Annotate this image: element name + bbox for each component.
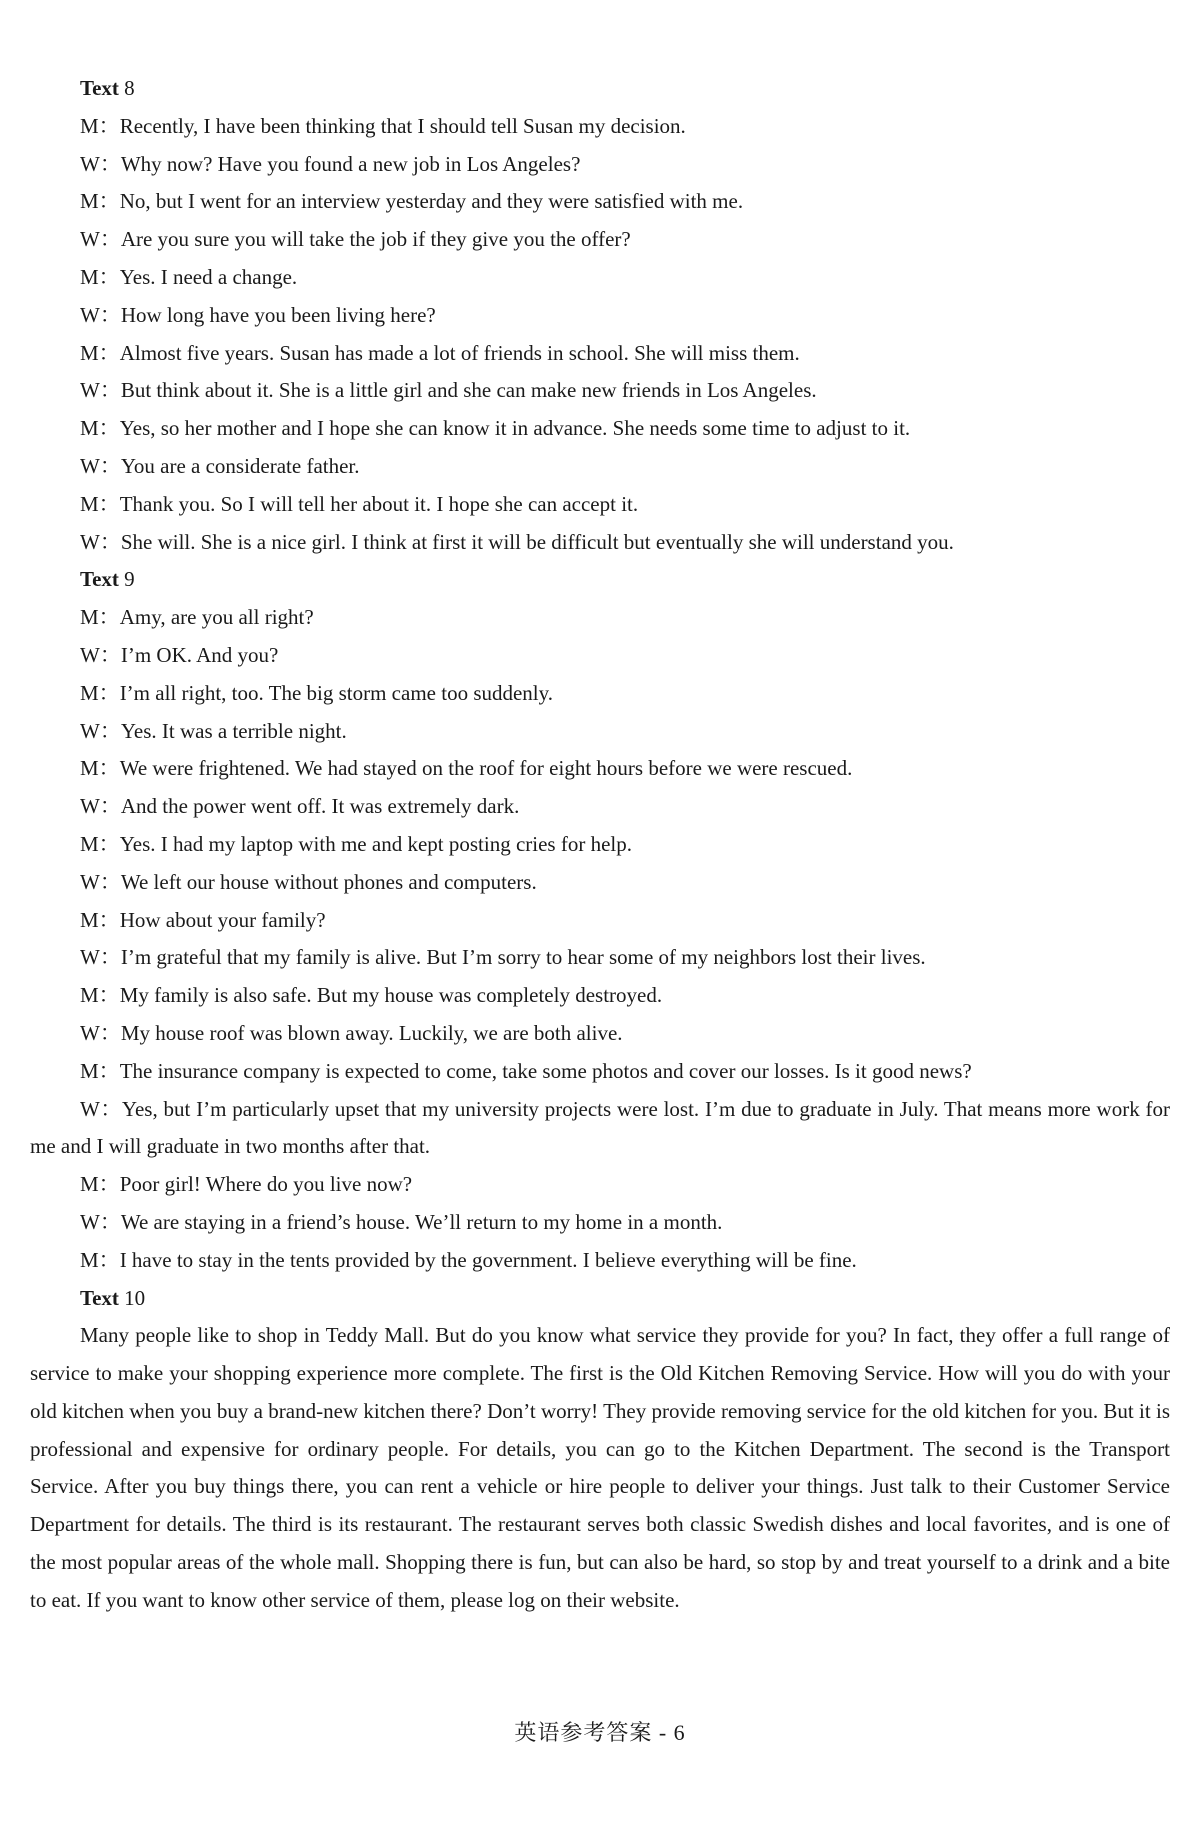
dialogue-text: Recently, I have been thinking that I should tell Susan my decision. (119, 113, 686, 138)
dialogue-line (30, 939, 1170, 977)
speaker-label: W： (80, 1209, 121, 1234)
dialogue-text: We are staying in a friend’s house. We’ll return to my home in a month. (120, 1209, 723, 1234)
dialogue-text: Amy, are you all right? (119, 605, 314, 630)
speaker-label: W： (80, 151, 121, 176)
speaker-label: M： (80, 1058, 120, 1083)
dialogue-line (30, 486, 1170, 524)
dialogue-text: Yes, so her mother and I hope she can know it in advance. She needs some time to adjust to it. (119, 416, 911, 441)
dialogue-text: I have to stay in the tents provided by the government. I believe everything will be fine. (119, 1247, 857, 1272)
dialogue-line (30, 826, 1170, 864)
speaker-label: M： (80, 1247, 120, 1272)
dialogue-line (30, 864, 1170, 902)
speaker-label: M： (80, 264, 120, 289)
dialogue-text: My house roof was blown away. Luckily, we are both alive. (120, 1020, 623, 1045)
dialogue-line (30, 977, 1170, 1015)
dialogue-line (30, 297, 1170, 335)
dialogue-text: I’m all right, too. The big storm came too suddenly. (119, 680, 554, 705)
section-heading-label: Text (80, 1285, 119, 1310)
dialogue-line (30, 1166, 1170, 1204)
dialogue-text: I’m OK. And you? (120, 642, 279, 667)
dialogue-text: Why now? Have you found a new job in Los Angeles? (120, 151, 581, 176)
speaker-label: M： (80, 680, 120, 705)
dialogue-text: My family is also safe. But my house was completely destroyed. (119, 983, 663, 1008)
speaker-label: M： (80, 491, 120, 516)
transcript-content (30, 70, 1170, 1620)
dialogue-text: Almost five years. Susan has made a lot of friends in school. She will miss them. (119, 340, 800, 365)
dialogue-text: Poor girl! Where do you live now? (119, 1172, 413, 1197)
dialogue-line (30, 788, 1170, 826)
dialogue-line (30, 524, 1170, 562)
dialogue-text: You are a considerate father. (120, 453, 360, 478)
section-heading-label: Text (80, 567, 119, 592)
speaker-label: W： (80, 945, 121, 970)
page-footer: 英语参考答案 - 6 (514, 1720, 686, 1745)
section-heading-number: 10 (124, 1285, 146, 1310)
dialogue-text: Yes, but I’m particularly upset that my university projects were lost. I’m due to graduate in July. That means more work for me and I will graduate in two months after that. (30, 1096, 1170, 1159)
speaker-label: W： (80, 453, 121, 478)
speaker-label: W： (80, 642, 121, 667)
dialogue-text: How long have you been living here? (120, 302, 436, 327)
speaker-label: W： (80, 378, 121, 403)
dialogue-text: Are you sure you will take the job if they give you the offer? (120, 227, 631, 252)
dialogue-text: And the power went off. It was extremely dark. (120, 794, 520, 819)
speaker-label: M： (80, 113, 120, 138)
speaker-label: M： (80, 1172, 120, 1197)
dialogue-text: Yes. I had my laptop with me and kept posting cries for help. (119, 831, 632, 856)
speaker-label: M： (80, 983, 120, 1008)
speaker-label: M： (80, 605, 120, 630)
dialogue-line (30, 902, 1170, 940)
dialogue-text: I’m grateful that my family is alive. But I’m sorry to hear some of my neighbors lost their lives. (120, 945, 926, 970)
speaker-label: W： (80, 302, 121, 327)
section-heading-text-8 (30, 70, 1170, 108)
dialogue-line (30, 1242, 1170, 1280)
dialogue-text: She will. She is a nice girl. I think at first it will be difficult but eventually she will understand you. (120, 529, 954, 554)
dialogue-line (30, 713, 1170, 751)
dialogue-line (30, 372, 1170, 410)
speaker-label: M： (80, 340, 120, 365)
dialogue-line (30, 410, 1170, 448)
dialogue-line (30, 637, 1170, 675)
dialogue-line (30, 259, 1170, 297)
dialogue-text: Thank you. So I will tell her about it. I hope she can accept it. (119, 491, 639, 516)
monologue-paragraph: Many people like to shop in Teddy Mall. But do you know what service they provide for you? In fact, they offer a full range of service to make your shopping experience more complete. The first is the Old Kitchen Removing Service. How will you do with your old kitchen when you buy a brand-new kitchen there? Don’t worry! They provide removing service for the old kitchen for you. But it is professional and expensive for ordinary people. For details, you can go to the Kitchen Department. The second is the Transport Service. After you buy things there, you can rent a vehicle or hire people to deliver your things. Just talk to their Customer Service Department for details. The third is its restaurant. The restaurant serves both classic Swedish dishes and local favorites, and is one of the most popular areas of the whole mall. Shopping there is fun, but can also be hard, so stop by and treat yourself to a drink and a bite to eat. If you want to know other service of them, please log on their website. (30, 1323, 1170, 1612)
dialogue-line (30, 599, 1170, 637)
dialogue-line (30, 221, 1170, 259)
section-heading-label: Text (80, 76, 119, 100)
dialogue-line (30, 675, 1170, 713)
dialogue-line (30, 183, 1170, 221)
speaker-label: W： (80, 794, 121, 819)
speaker-label: M： (80, 416, 120, 441)
dialogue-text: We were frightened. We had stayed on the roof for eight hours before we were rescued. (119, 756, 853, 781)
dialogue-line-wrapped (30, 1091, 1170, 1167)
dialogue-text: We left our house without phones and computers. (120, 869, 537, 894)
speaker-label: M： (80, 907, 120, 932)
dialogue-text: But think about it. She is a little girl and she can make new friends in Los Angeles. (120, 378, 817, 403)
speaker-label: M： (80, 189, 120, 214)
speaker-label: W： (80, 227, 121, 252)
dialogue-line (30, 1053, 1170, 1091)
dialogue-line (30, 335, 1170, 373)
dialogue-line (30, 448, 1170, 486)
speaker-label: W： (80, 529, 121, 554)
speaker-label: M： (80, 756, 120, 781)
speaker-label: W： (80, 1020, 121, 1045)
dialogue-text: Yes. It was a terrible night. (120, 718, 347, 743)
speaker-label: W： (80, 718, 121, 743)
speaker-label: W： (80, 1096, 122, 1121)
dialogue-line (30, 1204, 1170, 1242)
dialogue-line (30, 108, 1170, 146)
section-heading-text-10 (30, 1280, 1170, 1318)
section-heading-text-9 (30, 561, 1170, 599)
speaker-label: M： (80, 831, 120, 856)
section-heading-number: 8 (124, 76, 135, 100)
dialogue-text: How about your family? (119, 907, 326, 932)
dialogue-line (30, 146, 1170, 184)
dialogue-text: No, but I went for an interview yesterday and they were satisfied with me. (119, 189, 744, 214)
dialogue-line (30, 750, 1170, 788)
speaker-label: W： (80, 869, 121, 894)
dialogue-text: The insurance company is expected to come, take some photos and cover our losses. Is it good news? (119, 1058, 972, 1083)
dialogue-text: Yes. I need a change. (119, 264, 298, 289)
dialogue-line (30, 1015, 1170, 1053)
section-heading-number: 9 (124, 567, 135, 592)
